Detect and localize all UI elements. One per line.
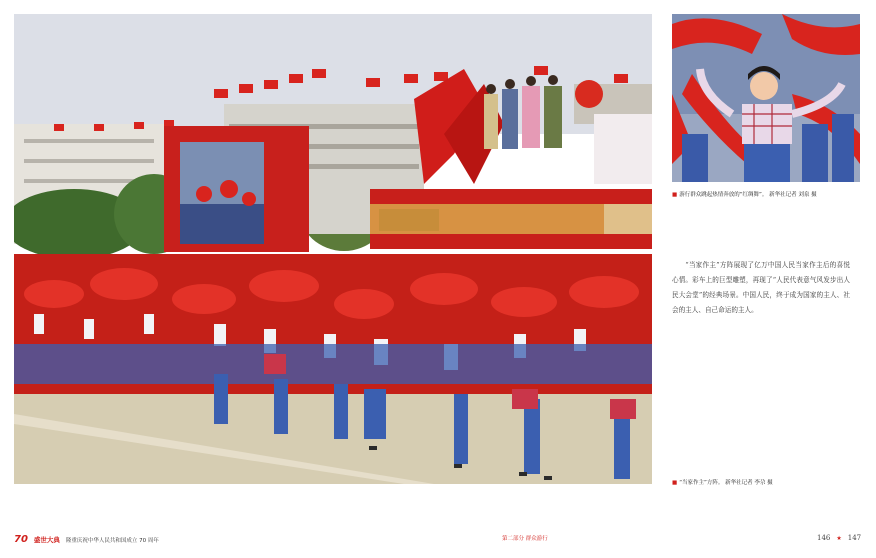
parade-scene-illustration [14, 14, 652, 484]
small-photo-caption-text: 游行群众跳起热情奔放的“红绸舞”。 新华社记者 刘泉 摄 [679, 192, 817, 198]
dancer-illustration [672, 14, 860, 182]
anniversary-logo-text: 盛世大典 [33, 536, 60, 544]
section-title: 第二部分 群众游行 [502, 536, 548, 542]
page-numbers [817, 534, 861, 542]
caption-bullet-icon: ■ [672, 480, 678, 486]
small-photo-caption [672, 190, 817, 198]
parade-main-photo [14, 14, 652, 484]
star-icon: ★ [836, 534, 842, 542]
main-photo-caption [672, 478, 773, 486]
article-body-text: “当家作主”方阵展现了亿万中国人民当家作主后的喜悦心情。彩车上的巨型雕塑，再现了“人民代表意气风发步出人民大会堂”的经典场景。中国人民，终于成为国家的主人、社会的主人、自己命运的主人。 [672, 261, 850, 314]
red-silk-dancer-photo [672, 14, 860, 182]
footer-book-title [14, 534, 159, 545]
main-photo-caption-text: “当家作主”方阵。 新华社记者 李尕 摄 [679, 480, 773, 486]
page-number-left: 146 [817, 534, 831, 542]
series-title: 隆重庆祝中华人民共和国成立 70 周年 [65, 537, 159, 544]
caption-bullet-icon: ■ [672, 192, 678, 198]
anniversary-logo-number: 70 [14, 534, 28, 545]
page-number-right: 147 [847, 534, 862, 542]
